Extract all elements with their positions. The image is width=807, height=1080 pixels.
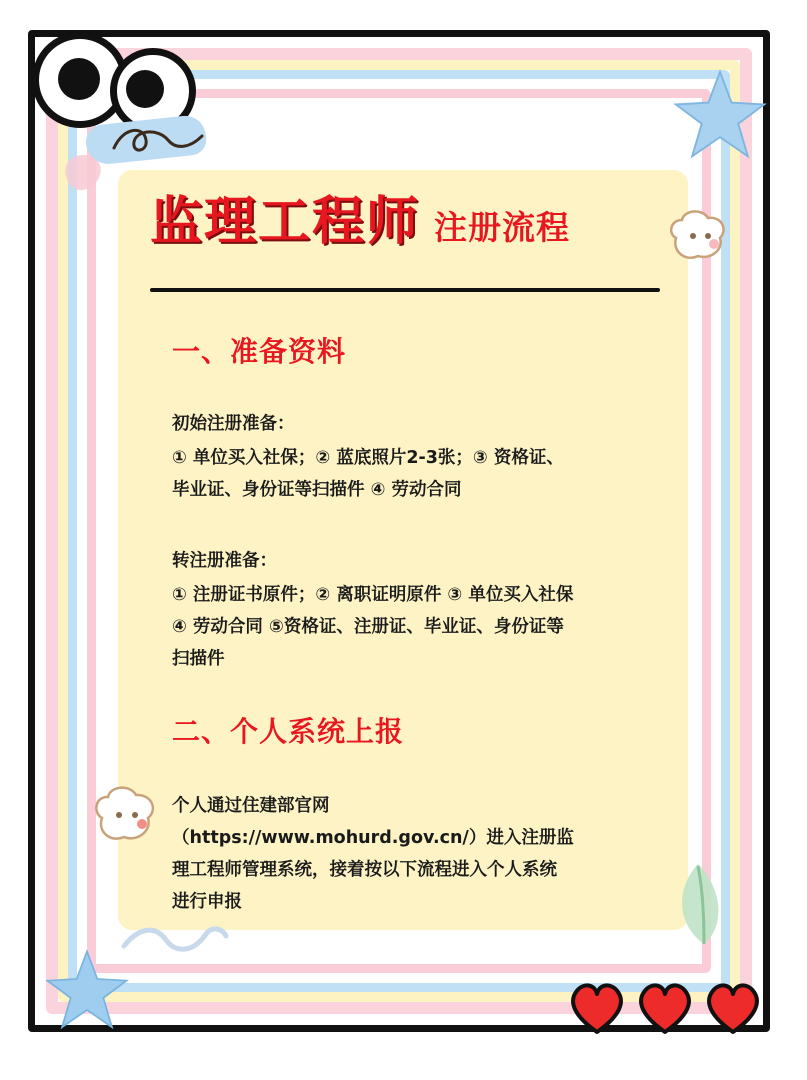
section-1-block-1 [172, 408, 652, 506]
pupil-left [58, 58, 100, 100]
heart-icon [702, 978, 764, 1036]
heart-icon [566, 978, 628, 1036]
block-line: ④ 劳动合同 ⑤资格证、注册证、毕业证、身份证等 [172, 617, 564, 637]
section-heading-1: 一、准备资料 [172, 335, 347, 368]
title-main-text: 监理工程师 [150, 192, 421, 252]
sheep-doodle-icon [86, 780, 164, 852]
block-lead: 转注册准备： [172, 551, 277, 571]
title-underline [150, 288, 660, 292]
block-line: ① 单位买入社保；② 蓝底照片2-3张；③ 资格证、 [172, 448, 564, 468]
squiggle-icon [110, 118, 210, 164]
blue-star-icon [672, 68, 768, 164]
title-sub-text: 注册流程 [434, 208, 571, 247]
block-line: 理工程师管理系统，接着按以下流程进入个人系统 [172, 860, 557, 880]
sheep-doodle-icon [662, 204, 734, 270]
block-line: 毕业证、身份证等扫描件 ④ 劳动合同 [172, 480, 462, 500]
leaf-doodle-icon [664, 856, 740, 948]
page-title [150, 192, 660, 252]
block-lead: 初始注册准备： [172, 414, 295, 434]
section-2-block-1 [172, 790, 650, 918]
block-line: 进行申报 [172, 892, 242, 912]
pupil-right [126, 70, 164, 108]
block-line: ① 注册证书原件；② 离职证明原件 ③ 单位买入社保 [172, 585, 574, 605]
scribble-doodle-icon [120, 920, 230, 956]
blue-star-icon [44, 948, 130, 1034]
block-line: 个人通过住建部官网 [172, 796, 330, 816]
section-heading-2: 二、个人系统上报 [172, 715, 405, 748]
googly-eyes-icon [22, 18, 202, 123]
section-1-block-2 [172, 545, 652, 675]
heart-icon [634, 978, 696, 1036]
block-line: （https://www.mohurd.gov.cn/）进入注册监 [172, 828, 574, 848]
block-line: 扫描件 [172, 649, 225, 669]
